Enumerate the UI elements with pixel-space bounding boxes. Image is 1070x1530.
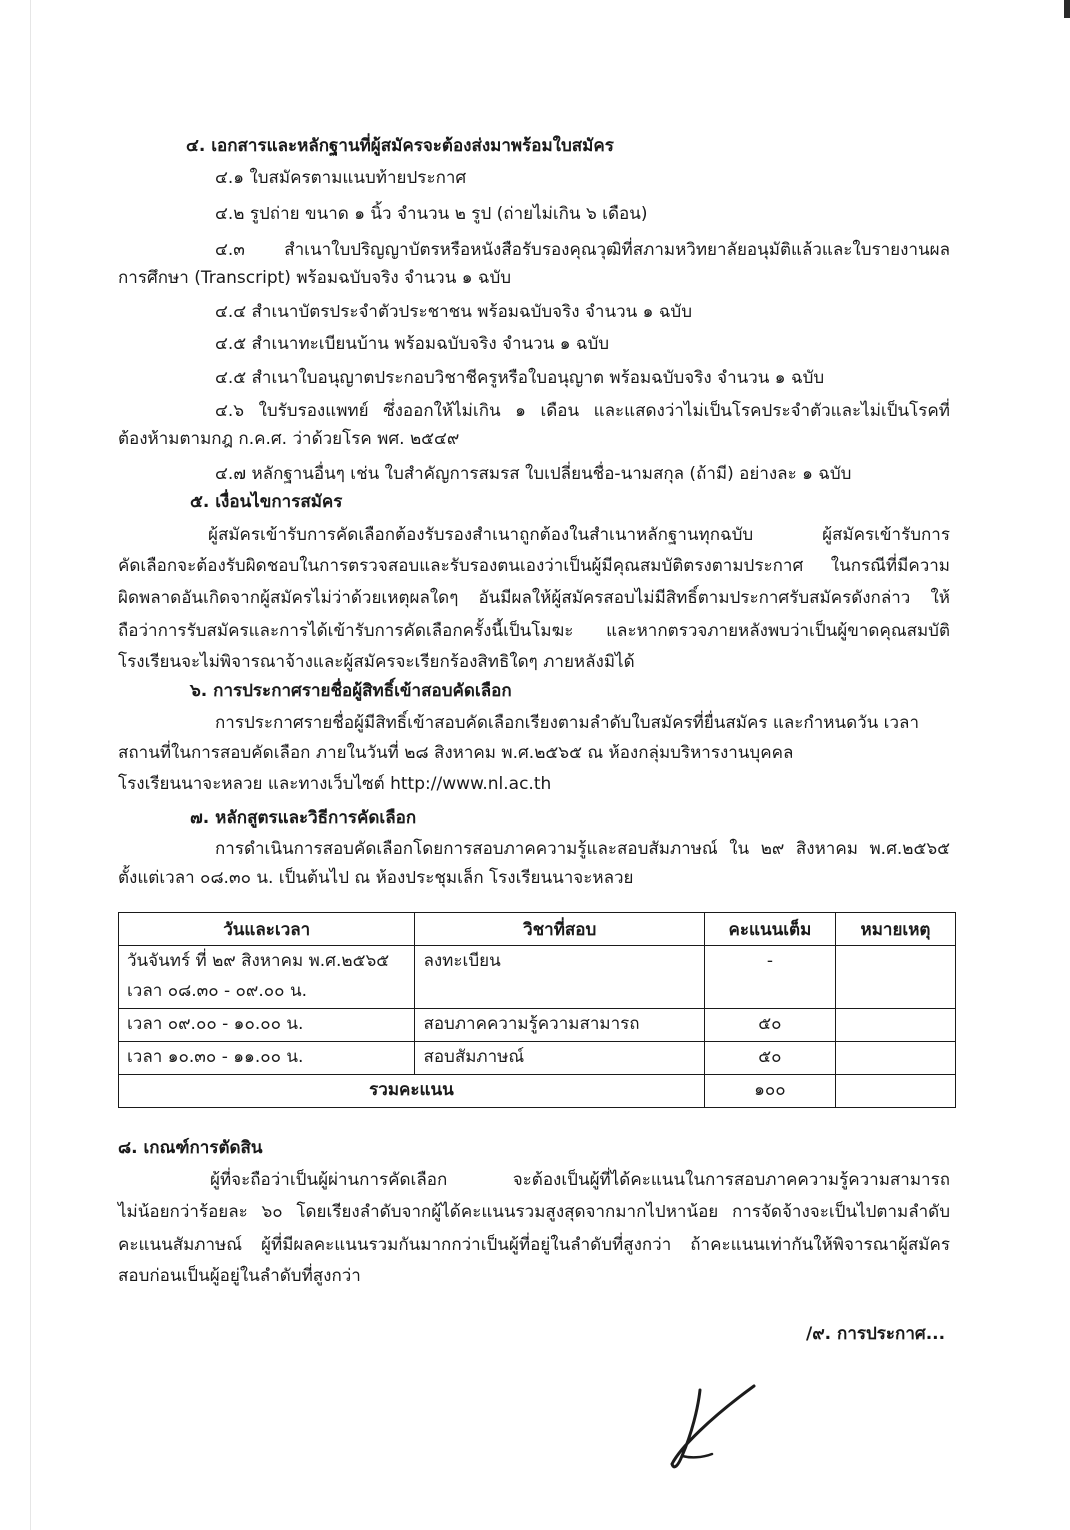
section-5-line: คัดเลือกจะต้องรับผิดชอบในการตรวจสอบและรับรองตนเองว่าเป็นผู้มีคุณสมบัติตรงตามประกาศ ในกรณีที่มีความ bbox=[118, 556, 950, 576]
section-7-heading: ๗. หลักสูตรและวิธีการคัดเลือก bbox=[190, 808, 417, 828]
section-5-line: ถือว่าการรับสมัครและการได้เข้ารับการคัดเลือกครั้งนี้เป็นโมฆะ และหากตรวจภายหลังพบว่าเป็นผู้ขาดคุณสมบัติ bbox=[118, 621, 950, 641]
column-header: วันและเวลา bbox=[119, 913, 415, 946]
section-7-line: ตั้งแต่เวลา ๐๘.๓๐ น. เป็นต้นไป ณ ห้องประชุมเล็ก โรงเรียนนาจะหลวย bbox=[118, 868, 634, 888]
table-total-row bbox=[119, 1075, 956, 1108]
continued-marker: /๙. การประกาศ... bbox=[806, 1324, 946, 1344]
note-cell bbox=[835, 1042, 955, 1075]
section-6-line: การประกาศรายชื่อผู้มีสิทธิ์เข้าสอบคัดเลือกเรียงตามลำดับใบสมัครที่ยื่นสมัคร และกำหนดวัน เวลา bbox=[215, 713, 920, 733]
section-8-heading: ๘. เกณฑ์การตัดสิน bbox=[118, 1138, 263, 1158]
total-label: รวมคะแนน bbox=[119, 1075, 705, 1108]
exam-schedule-table bbox=[118, 912, 956, 1108]
section-6-heading: ๖. การประกาศรายชื่อผู้สิทธิ์เข้าสอบคัดเลือก bbox=[190, 681, 512, 701]
section-8-line: ผู้ที่จะถือว่าเป็นผู้ผ่านการคัดเลือก จะต้องเป็นผู้ที่ได้คะแนนในการสอบภาคความรู้ความสามารถ bbox=[210, 1170, 950, 1190]
section-4-heading: ๔. เอกสารและหลักฐานที่ผู้สมัครจะต้องส่งมาพร้อมใบสมัคร bbox=[186, 136, 614, 156]
section-4-item: ๔.๒ รูปถ่าย ขนาด ๑ นิ้ว จำนวน ๒ รูป (ถ่ายไม่เกิน ๖ เดือน) bbox=[215, 204, 648, 224]
subject-cell: ลงทะเบียน bbox=[415, 946, 704, 1009]
section-4-item: ๔.๓ สำเนาใบปริญญาบัตรหรือหนังสือรับรองคุณวุฒิที่สภามหวิทยาลัยอนุมัติแล้วและใบรายงานผล bbox=[215, 240, 950, 260]
scan-corner-mark bbox=[1064, 0, 1070, 18]
column-header: หมายเหตุ bbox=[835, 913, 955, 946]
section-4-item: ๔.๖ ใบรับรองแพทย์ ซึ่งออกให้ไม่เกิน ๑ เดือน และแสดงว่าไม่เป็นโรคประจำตัวและไม่เป็นโรคที่ bbox=[215, 401, 950, 421]
section-5-line: ผู้สมัครเข้ารับการคัดเลือกต้องรับรองสำเนาถูกต้องในสำเนาหลักฐานทุกฉบับ ผู้สมัครเข้ารับการ bbox=[208, 525, 950, 545]
score-cell: - bbox=[704, 946, 835, 1009]
section-4-item: ๔.๑ ใบสมัครตามแนบท้ายประกาศ bbox=[215, 168, 467, 188]
column-header: วิชาที่สอบ bbox=[415, 913, 704, 946]
subject-cell: สอบภาคความรู้ความสามารถ bbox=[415, 1009, 704, 1042]
section-8-line: สอบก่อนเป็นผู้อยู่ในลำดับที่สูงกว่า bbox=[118, 1266, 361, 1286]
time-text: เวลา ๐๘.๓๐ - ๐๙.๐๐ น. bbox=[127, 981, 307, 1001]
table-header-row bbox=[119, 913, 956, 946]
section-4-item: ๔.๕ สำเนาทะเบียนบ้าน พร้อมฉบับจริง จำนวน ๑ ฉบับ bbox=[215, 334, 610, 354]
section-5-heading: ๕. เงื่อนไขการสมัคร bbox=[190, 492, 343, 512]
section-4-item: ๔.๗ หลักฐานอื่นๆ เช่น ใบสำคัญการสมรส ใบเปลี่ยนชื่อ-นามสกุล (ถ้ามี) อย่างละ ๑ ฉบับ bbox=[215, 464, 852, 484]
section-5-line: โรงเรียนจะไม่พิจารณาจ้างและผู้สมัครจะเรียกร้องสิทธิใดๆ ภายหลังมิได้ bbox=[118, 652, 635, 672]
subject-cell: สอบสัมภาษณ์ bbox=[415, 1042, 704, 1075]
time-text: วันจันทร์ ที่ ๒๙ สิงหาคม พ.ศ.๒๕๖๕ bbox=[127, 951, 390, 971]
section-6-line: โรงเรียนนาจะหลวย และทางเว็บไซต์ http://www.nl.ac.th bbox=[118, 774, 552, 794]
signature-mark bbox=[650, 1378, 770, 1478]
note-cell bbox=[835, 1075, 955, 1108]
total-score: ๑๐๐ bbox=[704, 1075, 835, 1108]
note-cell bbox=[835, 946, 955, 1009]
section-7-line: การดำเนินการสอบคัดเลือกโดยการสอบภาคความรู้และสอบสัมภาษณ์ ใน ๒๙ สิงหาคม พ.ศ.๒๕๖๕ bbox=[215, 839, 950, 859]
section-8-line: ไม่น้อยกว่าร้อยละ ๖๐ โดยเรียงลำดับจากผู้ได้คะแนนรวมสูงสุดจากมากไปหาน้อย การจัดจ้างจะเป็นไปตามลำดับ bbox=[118, 1202, 950, 1222]
section-6-line: สถานที่ในการสอบคัดเลือก ภายในวันที่ ๒๘ สิงหาคม พ.ศ.๒๕๖๕ ณ ห้องกลุ่มบริหารงานบุคคล bbox=[118, 743, 794, 763]
section-4-item: ๔.๕ สำเนาใบอนุญาตประกอบวิชาชีครูหรือใบอนุญาต พร้อมฉบับจริง จำนวน ๑ ฉบับ bbox=[215, 368, 825, 388]
score-cell: ๕๐ bbox=[704, 1042, 835, 1075]
page-edge-line bbox=[30, 0, 31, 1530]
column-header: คะแนนเต็ม bbox=[704, 913, 835, 946]
section-4-item-cont: ต้องห้ามตามกฎ ก.ค.ศ. ว่าด้วยโรค พศ. ๒๕๔๙ bbox=[118, 429, 460, 449]
note-cell bbox=[835, 1009, 955, 1042]
time-cell bbox=[119, 946, 415, 1009]
section-4-item: ๔.๔ สำเนาบัตรประจำตัวประชาชน พร้อมฉบับจริง จำนวน ๑ ฉบับ bbox=[215, 302, 693, 322]
section-4-item-cont: การศึกษา (Transcript) พร้อมฉบับจริง จำนวน ๑ ฉบับ bbox=[118, 268, 512, 288]
score-cell: ๕๐ bbox=[704, 1009, 835, 1042]
time-cell: เวลา ๑๐.๓๐ - ๑๑.๐๐ น. bbox=[119, 1042, 415, 1075]
table-row bbox=[119, 1009, 956, 1042]
table-row bbox=[119, 1042, 956, 1075]
time-cell: เวลา ๐๙.๐๐ - ๑๐.๐๐ น. bbox=[119, 1009, 415, 1042]
table-row bbox=[119, 946, 956, 1009]
section-5-line: ผิดพลาดอันเกิดจากผู้สมัครไม่ว่าด้วยเหตุผลใดๆ อันมีผลให้ผู้สมัครสอบไม่มีสิทธิ์ตามประกาศรับสมัครดังกล่าว ให้ bbox=[118, 588, 950, 608]
section-8-line: คะแนนสัมภาษณ์ ผู้ที่มีผลคะแนนรวมกันมากกว่าเป็นผู้ที่อยู่ในลำดับที่สูงกว่า ถ้าคะแนนเท่ากันให้พิจารณาผู้สมัคร bbox=[118, 1235, 950, 1255]
